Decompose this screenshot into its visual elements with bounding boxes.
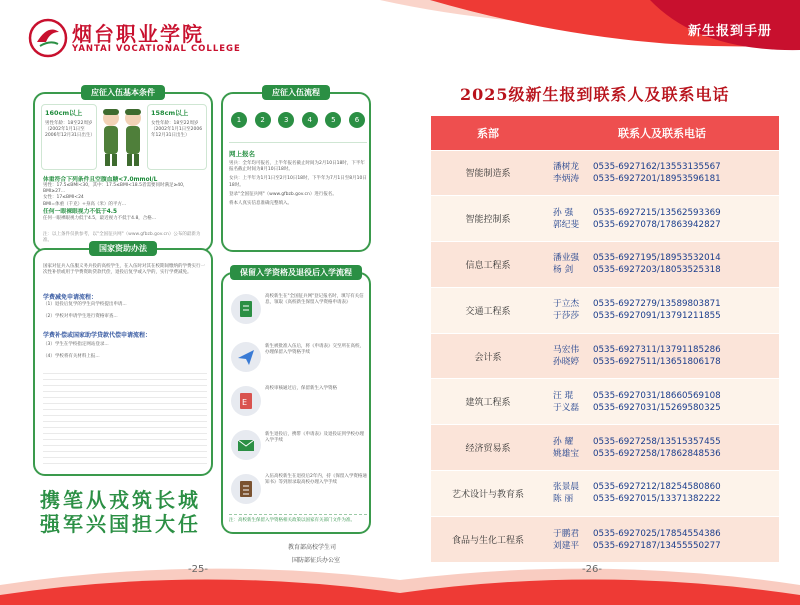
- reserve-step: 新生退役后，携带《申请表》及退役证到学校办理入学手续: [265, 432, 364, 444]
- table-row: [431, 516, 779, 562]
- list-icon: [231, 474, 261, 504]
- female-condition: [147, 104, 207, 170]
- male-height: 160cm以上: [45, 109, 83, 117]
- contact-name: 姚雄宝: [553, 448, 580, 459]
- table-row: [431, 379, 779, 425]
- contact-cell: [545, 287, 779, 333]
- box-title: 保留入学资格及退役后入学流程: [230, 265, 362, 280]
- contact-cell: [545, 379, 779, 425]
- header-tag-label: 新生报到手册: [687, 24, 772, 39]
- contacts-title: 2025级新生报到联系人及联系电话: [460, 85, 730, 104]
- contact-name: 郭纪斐: [553, 219, 580, 230]
- contact-name: 于立杰: [553, 299, 580, 310]
- contacts-table: [431, 116, 779, 562]
- contact-cell: [545, 333, 779, 379]
- contact-phone[interactable]: 0535-6927078/17863942827: [593, 219, 721, 230]
- page-number-right: -26-: [582, 564, 602, 575]
- contact-phone[interactable]: 0535-6927025/17854554386: [593, 528, 721, 539]
- col-dept: 系部: [431, 116, 545, 150]
- dept-cell: 智能制造系: [431, 150, 545, 196]
- female-height: 158cm以上: [151, 109, 189, 117]
- weight-line: 男性：17.5≤BMI<30，其中：17.5≤BMI<18.5者需要同时满足≥40，BMI≥27...: [43, 183, 188, 195]
- male-condition: [41, 104, 97, 170]
- box-title: 应征入伍基本条件: [81, 85, 165, 100]
- contact-cell: [545, 150, 779, 196]
- school-name-en: YANTAI VOCATIONAL COLLEGE: [72, 44, 241, 54]
- soldier-figures-icon: [99, 106, 145, 168]
- contact-phone[interactable]: 0535-6927195/18953532014: [593, 253, 721, 264]
- contact-name: 孙 耀: [553, 436, 574, 447]
- reserve-step: 高校审核通过后，保留新生入学资格: [265, 386, 337, 391]
- contact-phone[interactable]: 0535-6927091/13791211855: [593, 311, 721, 322]
- dept-cell: 交通工程系: [431, 287, 545, 333]
- contact-name: 张景晨: [553, 482, 580, 493]
- table-header-row: [431, 116, 779, 150]
- enlist-conditions-box: [33, 88, 213, 252]
- contact-phone[interactable]: 0535-6927203/18053525318: [593, 265, 721, 276]
- table-row: [431, 287, 779, 333]
- issuer-1: 教育部高校学生司: [288, 544, 337, 551]
- step-badge: 4: [302, 112, 318, 128]
- contact-name: 刘建平: [553, 540, 580, 551]
- table-row: [431, 333, 779, 379]
- contact-phone[interactable]: 0535-6927258/13515357455: [593, 436, 721, 447]
- contact-name: 杨 剑: [553, 265, 574, 276]
- process-steps: [231, 112, 365, 132]
- online-line: 男兵：全年均可报名，上半年报名截止时间为2月10日18时，下半年报名截止时间为8月10日18时。: [229, 161, 365, 173]
- contact-name: 马宏伟: [553, 345, 580, 356]
- contact-phone[interactable]: 0535-6927201/18953596181: [593, 173, 721, 184]
- dept-cell: 信息工程系: [431, 242, 545, 288]
- box-title: 国家资助办法: [89, 241, 157, 256]
- box1-note: 注：以上条件仅供参考，以"全国征兵网"（www.gfbzb.gov.cn）公布的最新为准。: [43, 232, 201, 244]
- dept-cell: 艺术设计与教育系: [431, 471, 545, 517]
- aid-paragraph: 国家对征兵入伍服义务兵役的高校学生，在入伍时对其在校期间缴纳的学费实行一次性补偿或用于学费资助贷款代偿，退役后复学或入学的，实行学费减免。: [43, 264, 205, 276]
- form-icon: [231, 294, 261, 324]
- reserve-admission-box: [221, 268, 371, 534]
- contact-name: 汪 琨: [553, 390, 574, 401]
- dept-cell: 经济贸易系: [431, 425, 545, 471]
- reserve-footnote: 注：高校新生保留入学资格相关政策以国家有关部门文件为准。: [229, 514, 367, 524]
- contact-name: 李炳涛: [553, 173, 580, 184]
- weight-line: 女性：17≤BMI<24: [43, 195, 84, 201]
- aid-line: （2）学校对申请学生进行资格审查...: [43, 314, 118, 319]
- table-row: [431, 242, 779, 288]
- dept-cell: 会计系: [431, 333, 545, 379]
- online-title: 网上报名: [229, 150, 255, 158]
- step-badge: 6: [349, 112, 365, 128]
- dept-cell: 食品与生化工程系: [431, 516, 545, 562]
- slogan-line-1: 携笔从戎筑长城: [40, 488, 201, 512]
- vision-line: 任何一眼裸眼视力低于4.5，最近视力不低于4.8，合格...: [43, 216, 157, 221]
- issuer-2: 国防部征兵办公室: [292, 557, 341, 564]
- table-row: [431, 196, 779, 242]
- contact-name: 于鹏君: [553, 528, 580, 539]
- dept-cell: 建筑工程系: [431, 379, 545, 425]
- online-registration: [229, 142, 367, 248]
- contact-cell: [545, 516, 779, 562]
- online-line: 登录"全国征兵网"（www.gfbzb.gov.cn）进行报名。: [229, 191, 337, 197]
- aid-subtitle: 学费减免申请流程：: [43, 294, 98, 301]
- weight-lines: [43, 183, 207, 208]
- aid-line: （4）学校将有关材料上报...: [43, 354, 100, 359]
- step-badge: 3: [278, 112, 294, 128]
- step-badge: 2: [255, 112, 271, 128]
- contact-phone[interactable]: 0535-6927031/15269580325: [593, 402, 721, 413]
- table-row: [431, 425, 779, 471]
- svg-text:E: E: [242, 398, 248, 407]
- col-contact: 联系人及联系电话: [545, 116, 779, 150]
- table-row: [431, 471, 779, 517]
- vision-title: 任何一眼裸眼视力不低于4.5: [43, 209, 118, 215]
- enlist-process-box: [221, 88, 371, 252]
- document-icon: [231, 386, 261, 416]
- contact-name: 孙晓婷: [553, 357, 580, 368]
- online-line: 女兵：上半年为1月1日至2月10日18时，下半年为7月1日至8月10日18时。: [229, 176, 367, 188]
- weight-title: 体重符合下列条件且空腹血糖<7.0mmol/L: [43, 177, 158, 183]
- table-row: [431, 150, 779, 196]
- contact-phone[interactable]: 0535-6927015/13371382222: [593, 494, 721, 505]
- send-icon: [231, 342, 261, 372]
- aid-subtitle: 学费补偿或国家助学贷款代偿申请流程：: [43, 332, 152, 339]
- contact-phone[interactable]: 0535-6927031/18660569108: [593, 390, 721, 401]
- school-logo-icon: [28, 18, 68, 58]
- header-tag: [650, 0, 800, 50]
- contact-name: 潘业强: [553, 253, 580, 264]
- contact-name: 潘树龙: [553, 161, 580, 172]
- aid-line: （1）退役后复学的学生向学校提出申请...: [43, 302, 127, 307]
- contact-cell: [545, 425, 779, 471]
- slogan-line-2: 强军兴国担大任: [40, 512, 201, 536]
- contact-phone[interactable]: 0535-6927187/13455550277: [593, 540, 721, 551]
- box-title: 应征入伍流程: [262, 85, 330, 100]
- online-line: 将本人真实信息准确完整填入。: [229, 201, 292, 207]
- contact-phone[interactable]: 0535-6927311/13791185286: [593, 345, 721, 356]
- weight-line: BMI=体重（千克）÷身高（米）的平方...: [43, 201, 127, 207]
- state-aid-box: [33, 244, 213, 476]
- step-badge: 5: [325, 112, 341, 128]
- contact-phone[interactable]: 0535-6927212/18254580860: [593, 482, 721, 493]
- contact-cell: [545, 196, 779, 242]
- contact-cell: [545, 242, 779, 288]
- contact-name: 于莎莎: [553, 311, 580, 322]
- aid-line: （3）学生在学校指定网站登录...: [43, 342, 109, 347]
- contact-name: 于义磊: [553, 402, 580, 413]
- step-badge: 1: [231, 112, 247, 128]
- contact-phone[interactable]: 0535-6927215/13562593369: [593, 207, 721, 218]
- dept-cell: 智能控制系: [431, 196, 545, 242]
- school-name-cn: 烟台职业学院: [72, 22, 204, 46]
- page-number-left: -25-: [188, 564, 208, 575]
- contact-phone[interactable]: 0535-6927162/13553135567: [593, 161, 721, 172]
- contact-phone[interactable]: 0535-6927279/13589803871: [593, 299, 721, 310]
- contact-phone[interactable]: 0535-6927511/13651806178: [593, 357, 721, 368]
- male-age: 男性年龄：18至22周岁（2002年1月1日至2006年12月31日出生）: [45, 121, 95, 139]
- female-age: 女性年龄：18至22周岁（2002年1月1日至2006年12月31日出生）: [151, 121, 203, 139]
- contact-cell: [545, 471, 779, 517]
- contact-name: 陈 丽: [553, 494, 574, 505]
- contact-name: 孙 强: [553, 207, 574, 218]
- reserve-step: 新生被批准入伍后，将《申请表》交至所在高校，办理保留入学资格手续: [265, 344, 364, 356]
- reserve-step: 高校新生在"全国征兵网"登记报名时，填写有关信息，领取《高校新生保留入学资格申请表》: [265, 294, 364, 306]
- aid-text-block: [43, 368, 207, 468]
- contact-phone[interactable]: 0535-6927258/17862848536: [593, 448, 721, 459]
- reserve-step: 入伍高校新生在退役后2年内，持《保留入学资格通知书》等到原录取高校办理入学手续: [265, 474, 367, 486]
- envelope-icon: [231, 430, 261, 460]
